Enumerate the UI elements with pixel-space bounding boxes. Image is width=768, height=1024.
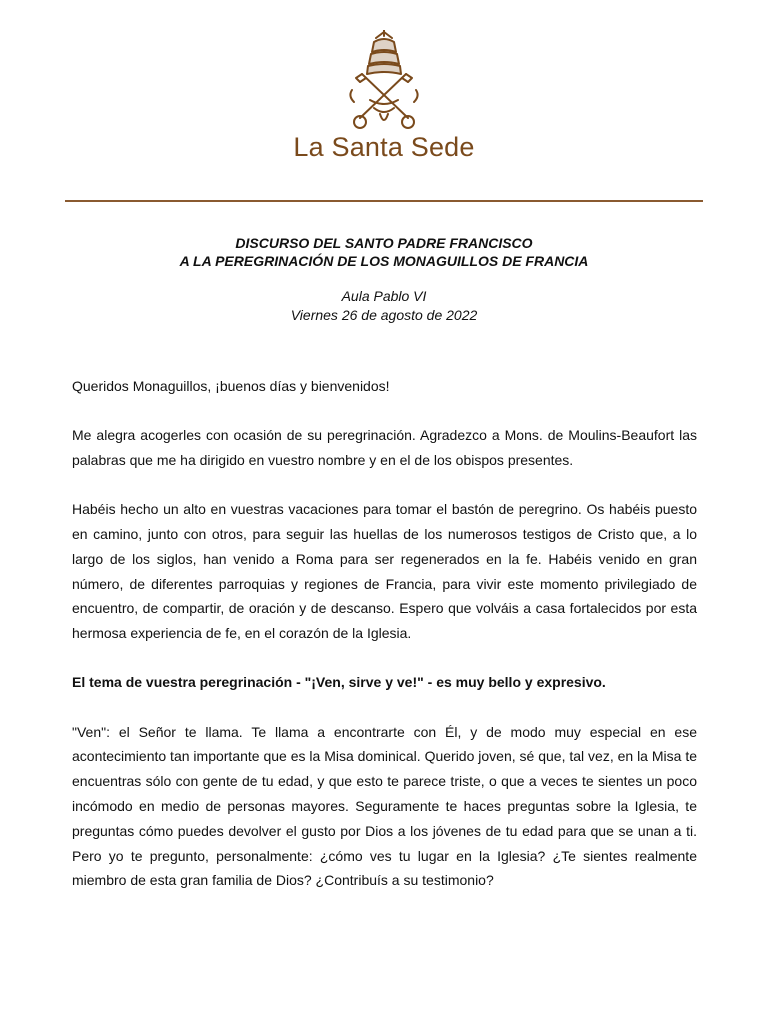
header-divider [65,200,703,202]
paragraph-theme: El tema de vuestra peregrinación - "¡Ven, sirve y ve!" - es muy bello y expresivo. [72,674,606,691]
paragraph: Me alegra acogerles con ocasión de su peregrinación. Agradezco a Mons. de Moulins-Beaufort las palabras que me ha dirigido en vuestro nombre y en el de los obispos presentes. [72,427,697,468]
paragraph: Habéis hecho un alto en vuestras vacaciones para tomar el bastón de peregrino. Os habéis puesto en camino, junto con otros, para seguir las huellas de los numerosos testigos de Cristo que, a lo largo de los siglos, han venido a Roma para ser regenerados en la fe. Habéis venido en gran número, de diferentes parroquias y regiones de Francia, para vivir este momento privilegiado de encuentro, de compartir, de oración y de descanso. Espero que volváis a casa fortalecidos por esta hermosa experiencia de fe, en el corazón de la Iglesia. [72,501,697,642]
place: Aula Pablo VI [341,288,427,304]
place-and-date [0,287,768,325]
heading-line-1: DISCURSO DEL SANTO PADRE FRANCISCO [235,235,533,251]
heading-line-2: A LA PEREGRINACIÓN DE LOS MONAGUILLOS DE FRANCIA [179,253,589,269]
document-body [72,374,697,918]
site-title: La Santa Sede [293,132,475,162]
document-heading [0,234,768,270]
paragraph: "Ven": el Señor te llama. Te llama a encontrarte con Él, y de modo muy especial en ese acontecimiento tan importante que es la Misa dominical. Querido joven, sé que, tal vez, en la Misa te encuentras sólo con gente de tu edad, y que esto te parece triste, o que a veces te sientes un poco incómodo en medio de personas mayores. Seguramente te haces preguntas sobre la Iglesia, te preguntas cómo puedes devolver el gusto por Dios a los jóvenes de tu edad para que se unan a ti. Pero yo te pregunto, personalmente: ¿cómo ves tu lugar en la Iglesia? ¿Te sientes realmente miembro de esta gran familia de Dios? ¿Contribuís a su testimonio? [72,723,697,889]
date: Viernes 26 de agosto de 2022 [290,307,478,323]
papal-coat-of-arms-icon [340,30,428,134]
paragraph-greeting: Queridos Monaguillos, ¡buenos días y bienvenidos! [72,378,390,394]
